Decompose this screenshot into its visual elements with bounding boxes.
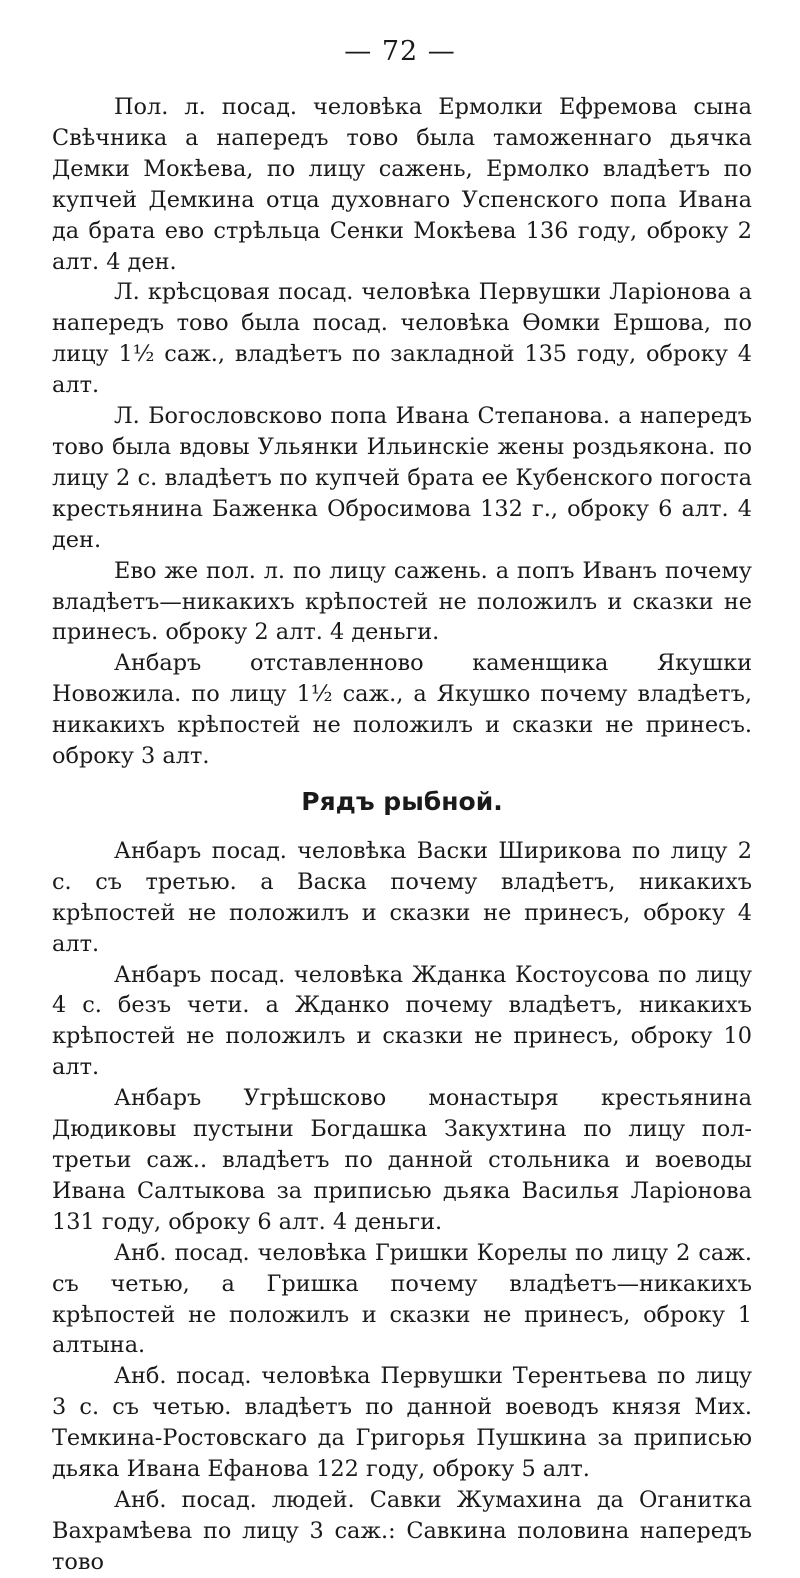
paragraph: Л. крѣсцовая посад. человѣка Первушки Ларіонова а напередъ тово была посад. человѣка Ѳомки Ершова, по лицу 1½ саж., владѣетъ по закладной 135 году, оброку 4 алт. bbox=[52, 279, 752, 399]
paragraph: Л. Богословсково попа Ивана Степанова. а напередъ тово была вдовы Ульянки Ильинскіе жены роздьякона. по лицу 2 с. владѣетъ по купчей брата ее Кубенского погоста крестьянина Баженка Обросимова 132 г., оброку 6 алт. 4 ден. bbox=[52, 403, 752, 553]
paragraph: Анб. посад. человѣка Первушки Терентьева по лицу 3 с. съ четью. владѣетъ по данной воеводъ князя Мих. Темкина-Ростовскаго да Григорья Пушкина за приписью дьяка Ивана Ефанова 122 году, оброку 5 алт. bbox=[52, 1363, 752, 1483]
paragraph: Анбаръ Угрѣшсково монастыря крестьянина Дюдиковы пустыни Богдашка Закухтина по лицу пол-третьи саж.. владѣетъ по данной стольника и воеводы Ивана Салтыкова за приписью дьяка Василья Ларіонова 131 году, оброку 6 алт. 4 деньги. bbox=[52, 1085, 752, 1235]
paragraph: Анбаръ отставленново каменщика Якушки Новожила. по лицу 1½ саж., а Якушко почему владѣетъ, никакихъ крѣпостей не положилъ и сказки не принесъ. оброку 3 алт. bbox=[52, 650, 752, 770]
paragraph: Анб. посад. людей. Савки Жумахина да Оганитка Вахрамѣева по лицу 3 саж.: Савкина половина напередъ тово bbox=[52, 1486, 752, 1575]
paragraph: Ево же пол. л. по лицу сажень. а попъ Иванъ почему владѣетъ—никакихъ крѣпостей не положилъ и сказки не принесъ. оброку 2 алт. 4 деньги. bbox=[52, 557, 752, 646]
paragraph: Анбаръ посад. человѣка Васки Ширикова по лицу 2 с. съ третью. а Васка почему владѣетъ, никакихъ крѣпостей не положилъ и сказки не принесъ, оброку 4 алт. bbox=[52, 837, 752, 957]
paragraph: Анб. посад. человѣка Гришки Корелы по лицу 2 саж. съ четью, а Гришка почему владѣетъ—никакихъ крѣпостей не положилъ и сказки не принесъ, оброку 1 алтына. bbox=[52, 1239, 752, 1359]
section-heading: Рядъ рыбной. bbox=[301, 786, 503, 816]
paragraph: Анбаръ посад. человѣка Жданка Костоусова по лицу 4 с. безъ чети. а Жданко почему владѣетъ, никакихъ крѣпостей не положилъ и сказки не принесъ, оброку 10 алт. bbox=[52, 961, 752, 1081]
paragraph: Пол. л. посад. человѣка Ермолки Ефремова сына Свѣчника а напередъ тово была таможеннаго дьячка Демки Мокѣева, по лицу сажень, Ермолко владѣетъ по купчей Демкина отца духовнаго Успенского попа Ивана да брата ево стрѣльца Сенки Мокѣева 136 году, оброку 2 алт. 4 ден. bbox=[52, 94, 752, 275]
body-text bbox=[52, 92, 752, 1578]
page-number: — 72 — bbox=[344, 36, 456, 67]
